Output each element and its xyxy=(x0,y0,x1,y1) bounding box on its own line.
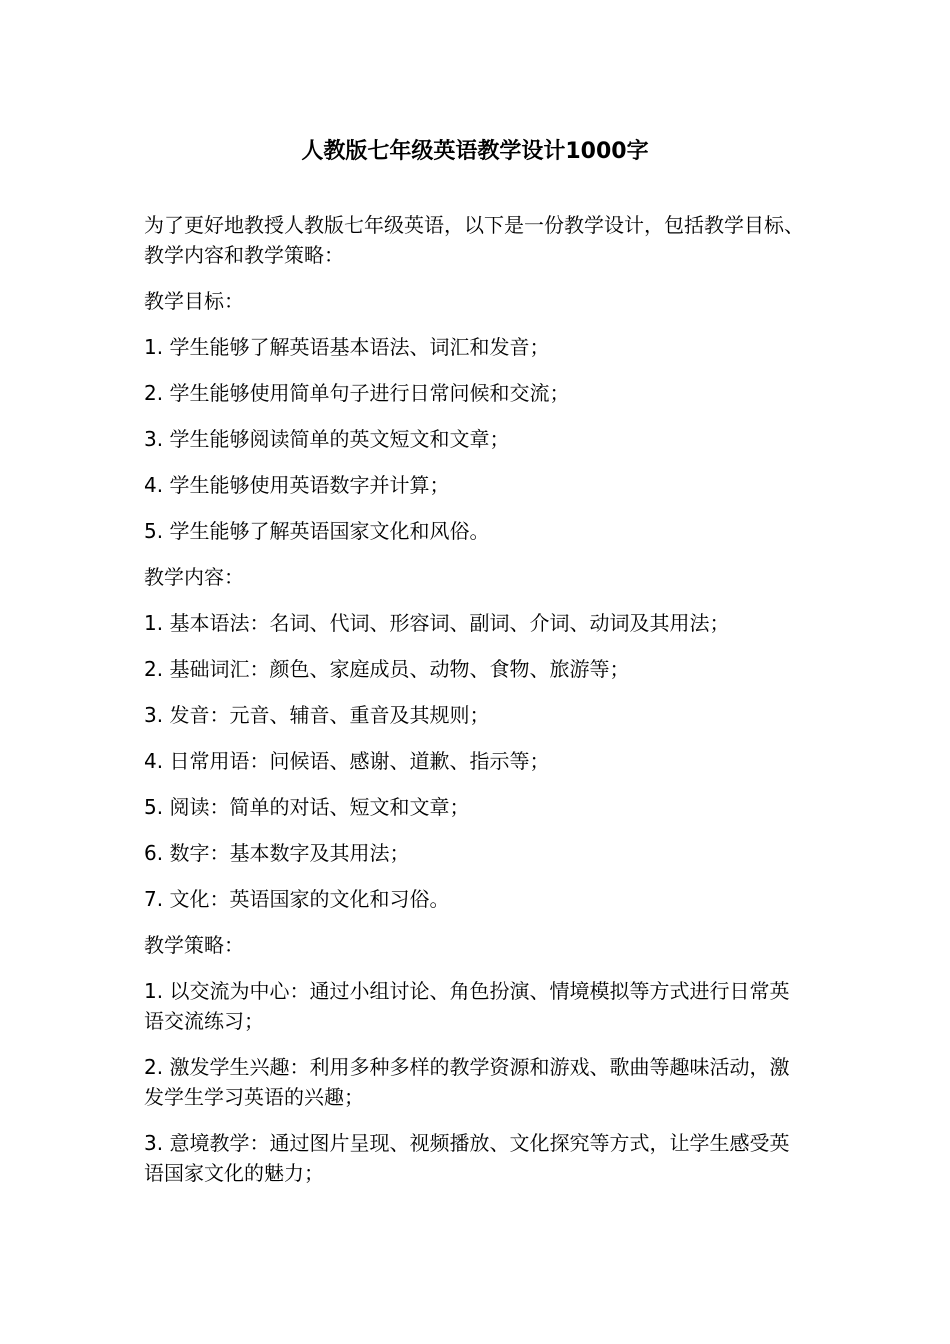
content-item: 7. 文化：英语国家的文化和习俗。 xyxy=(144,887,450,911)
goal-item: 5. 学生能够了解英语国家文化和风俗。 xyxy=(144,519,490,543)
document-body xyxy=(144,210,804,1204)
content-item: 3. 发音：元音、辅音、重音及其规则； xyxy=(144,703,490,727)
content-item: 6. 数字：基本数字及其用法； xyxy=(144,841,410,865)
content-item: 2. 基础词汇：颜色、家庭成员、动物、食物、旅游等； xyxy=(144,657,630,681)
strategy-item: 1. 以交流为中心：通过小组讨论、角色扮演、情境模拟等方式进行日常英语交流练习； xyxy=(144,979,790,1033)
document-title: 人教版七年级英语教学设计1000字 xyxy=(301,139,649,164)
contents-heading: 教学内容： xyxy=(144,565,244,589)
content-item: 1. 基本语法：名词、代词、形容词、副词、介词、动词及其用法； xyxy=(144,611,730,635)
content-item: 5. 阅读：简单的对话、短文和文章； xyxy=(144,795,470,819)
strategy-item: 3. 意境教学：通过图片呈现、视频播放、文化探究等方式，让学生感受英语国家文化的魅力； xyxy=(144,1131,790,1185)
content-item: 4. 日常用语：问候语、感谢、道歉、指示等； xyxy=(144,749,550,773)
strategy-item: 2. 激发学生兴趣：利用多种多样的教学资源和游戏、歌曲等趣味活动，激发学生学习英语的兴趣； xyxy=(144,1055,790,1109)
goal-item: 2. 学生能够使用简单句子进行日常问候和交流； xyxy=(144,381,570,405)
goal-item: 4. 学生能够使用英语数字并计算； xyxy=(144,473,450,497)
goals-heading: 教学目标： xyxy=(144,289,244,313)
intro-paragraph: 为了更好地教授人教版七年级英语，以下是一份教学设计，包括教学目标、教学内容和教学策略： xyxy=(144,213,804,267)
strategies-heading: 教学策略： xyxy=(144,933,244,957)
goal-item: 1. 学生能够了解英语基本语法、词汇和发音； xyxy=(144,335,550,359)
goal-item: 3. 学生能够阅读简单的英文短文和文章； xyxy=(144,427,510,451)
